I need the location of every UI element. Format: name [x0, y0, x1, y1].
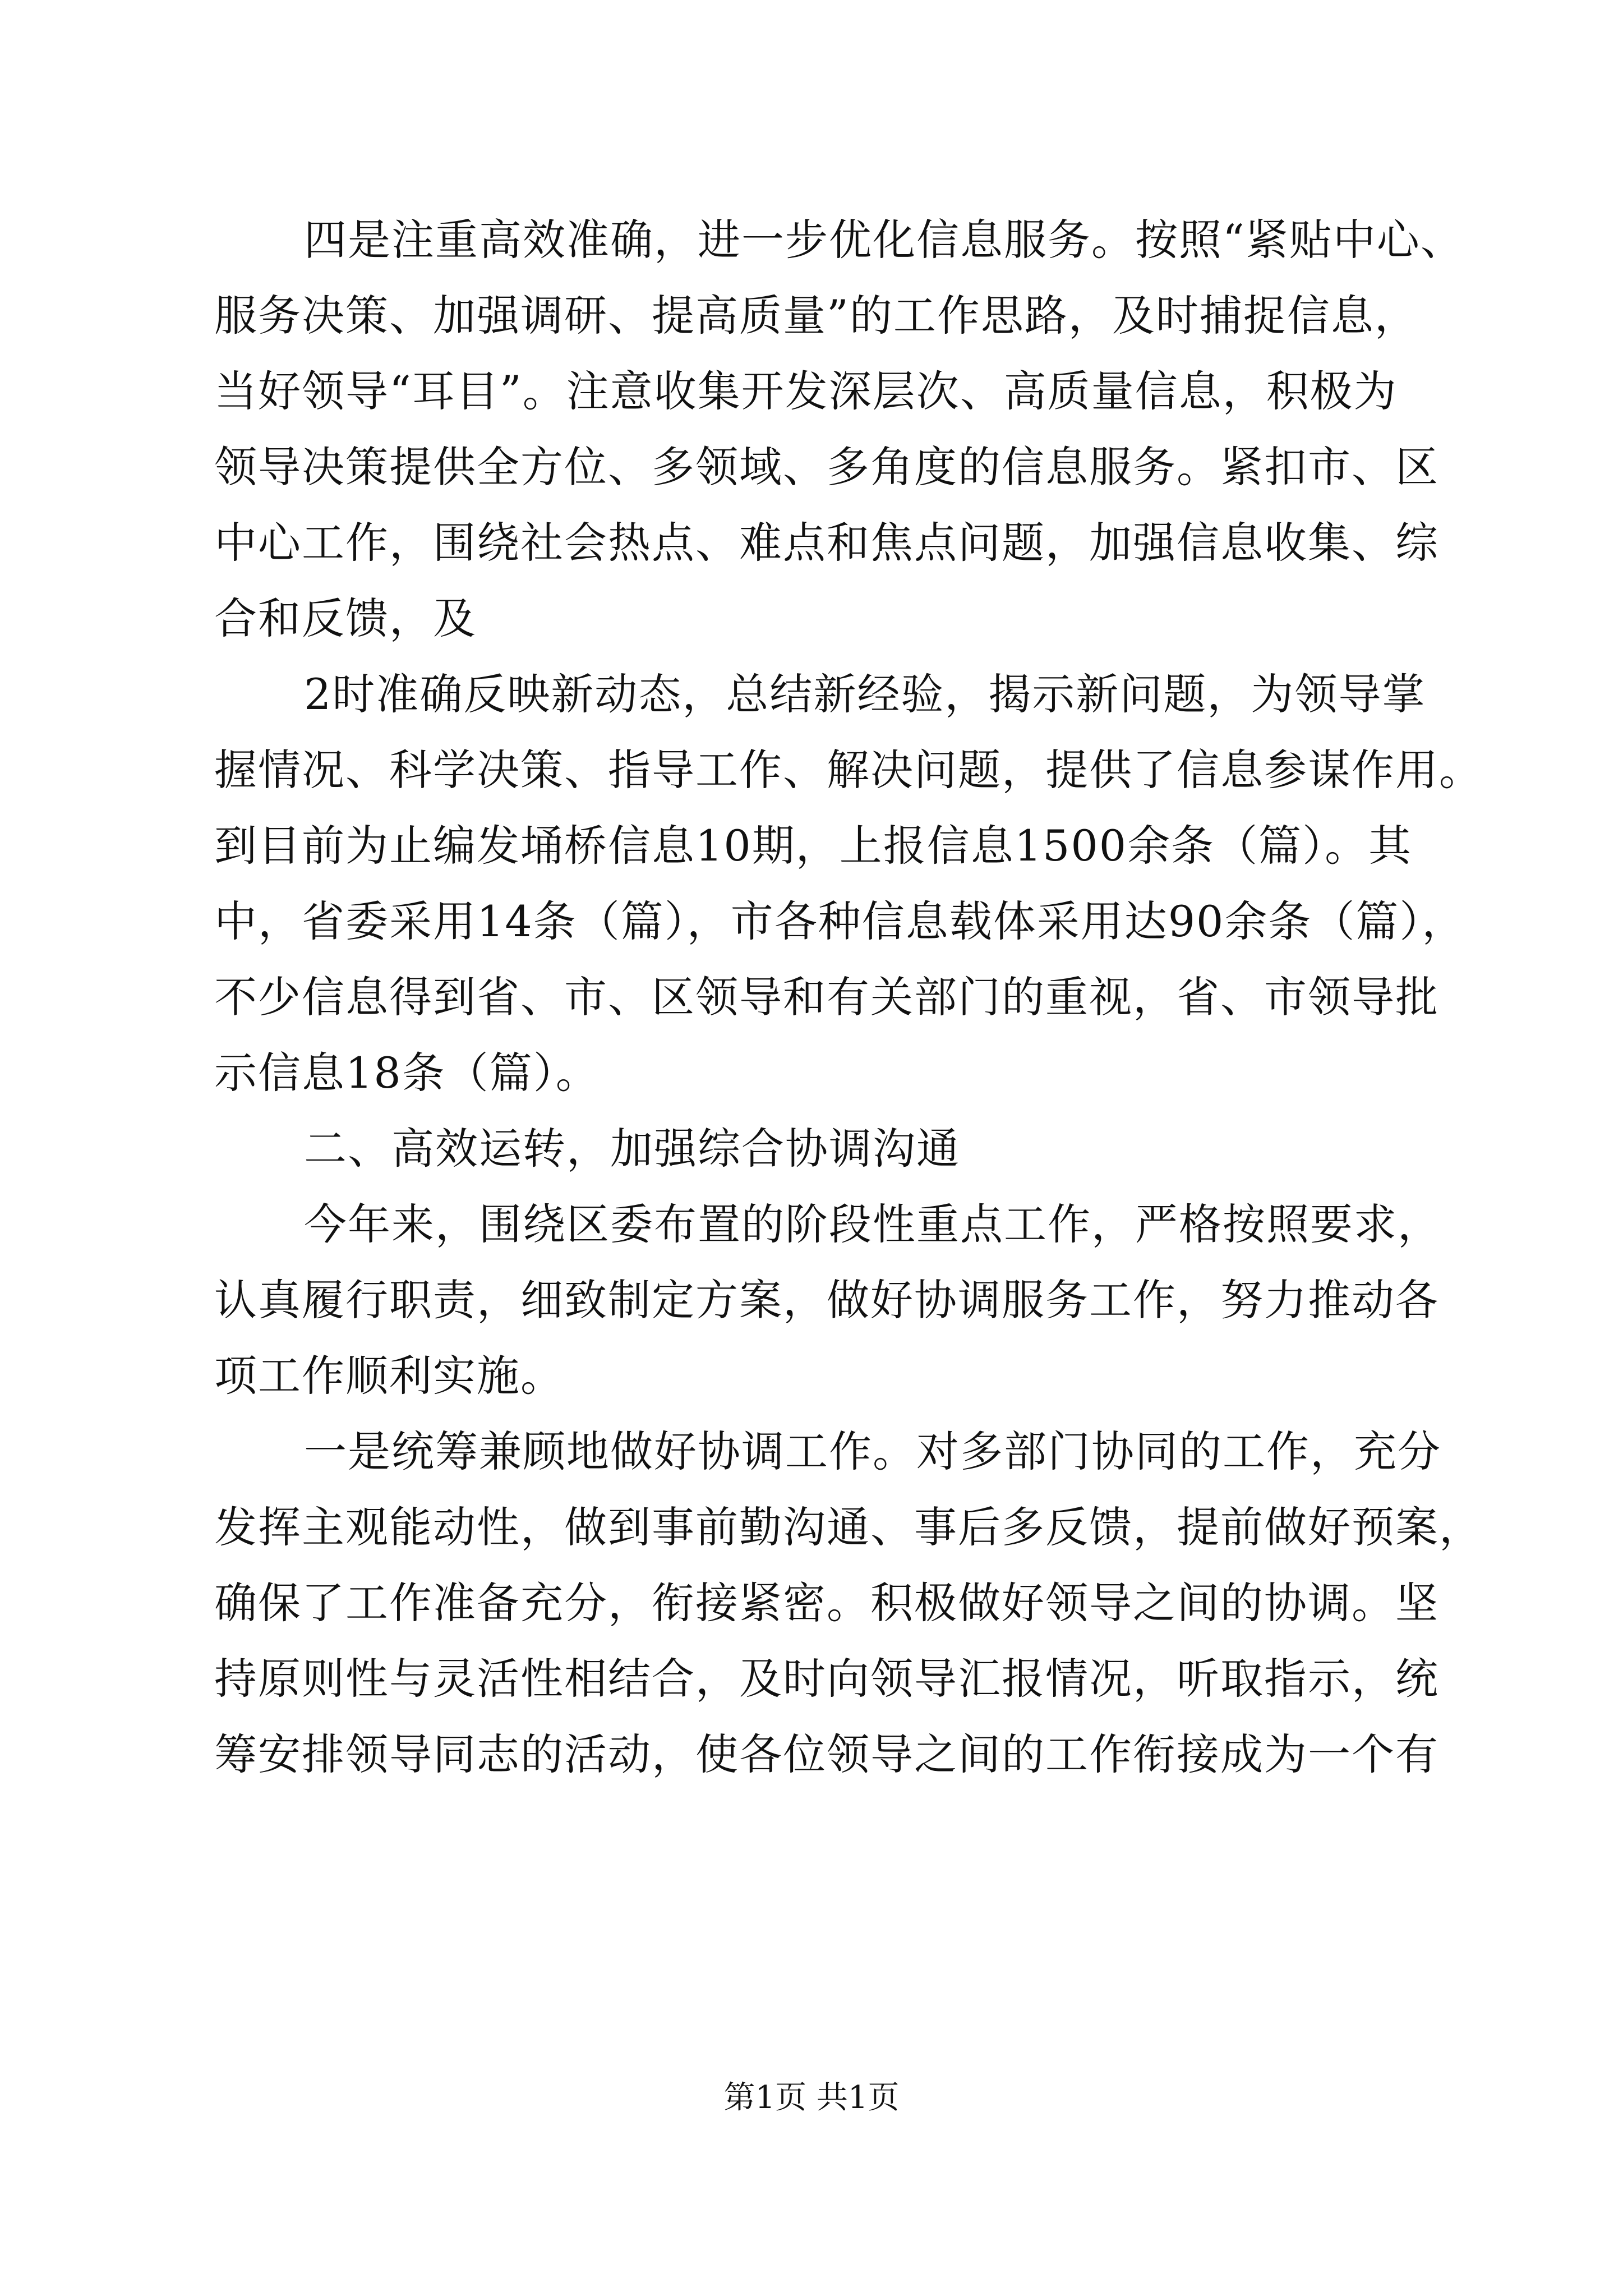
paragraph-line: 发挥主观能动性，做到事前勤沟通、事后多反馈，提前做好预案， [214, 1502, 1483, 1552]
paragraph-line: 四是注重高效准确，进一步优化信息服务。按照“紧贴中心、 [304, 215, 1464, 265]
paragraph-line: 服务决策、加强调研、提高质量”的工作思路，及时捕捉信息， [214, 291, 1418, 341]
paragraph-line: 认真履行职责，细致制定方案，做好协调服务工作，努力推动各 [214, 1275, 1439, 1325]
paragraph-line: 中心工作，围绕社会热点、难点和焦点问题，加强信息收集、综 [214, 518, 1439, 568]
paragraph-line: 确保了工作准备充分，衔接紧密。积极做好领导之间的协调。坚 [214, 1578, 1439, 1628]
body-text [214, 202, 1493, 1792]
page-footer: 第1页 共1页 [723, 2079, 900, 2116]
section-heading: 二、高效运转，加强综合协调沟通 [304, 1124, 960, 1174]
paragraph-line: 不少信息得到省、市、区领导和有关部门的重视，省、市领导批 [214, 972, 1439, 1022]
paragraph-line: 示信息18条（篇）。 [214, 1048, 600, 1098]
paragraph-line: 2时准确反映新动态，总结新经验，揭示新问题，为领导掌 [304, 669, 1426, 719]
paragraph-line: 一是统筹兼顾地做好协调工作。对多部门协同的工作，充分 [304, 1427, 1441, 1476]
paragraph-line: 当好领导“耳目”。注意收集开发深层次、高质量信息，积极为 [214, 366, 1398, 416]
paragraph-line: 项工作顺利实施。 [214, 1351, 564, 1401]
paragraph-line: 合和反馈，及 [214, 593, 477, 643]
paragraph-line: 到目前为止编发埇桥信息10期，上报信息1500余条（篇）。其 [214, 821, 1413, 871]
paragraph-line: 今年来，围绕区委布置的阶段性重点工作，严格按照要求， [304, 1199, 1441, 1249]
paragraph-line: 领导决策提供全方位、多领域、多角度的信息服务。紧扣市、区 [214, 442, 1439, 492]
paragraph-line: 中，省委采用14条（篇），市各种信息载体采用达90余条（篇）， [214, 896, 1466, 946]
paragraph-line: 筹安排领导同志的活动，使各位领导之间的工作衔接成为一个有 [214, 1729, 1439, 1779]
paragraph-line: 持原则性与灵活性相结合，及时向领导汇报情况，听取指示，统 [214, 1654, 1439, 1704]
paragraph-line: 握情况、科学决策、指导工作、解决问题，提供了信息参谋作用。 [214, 745, 1483, 795]
